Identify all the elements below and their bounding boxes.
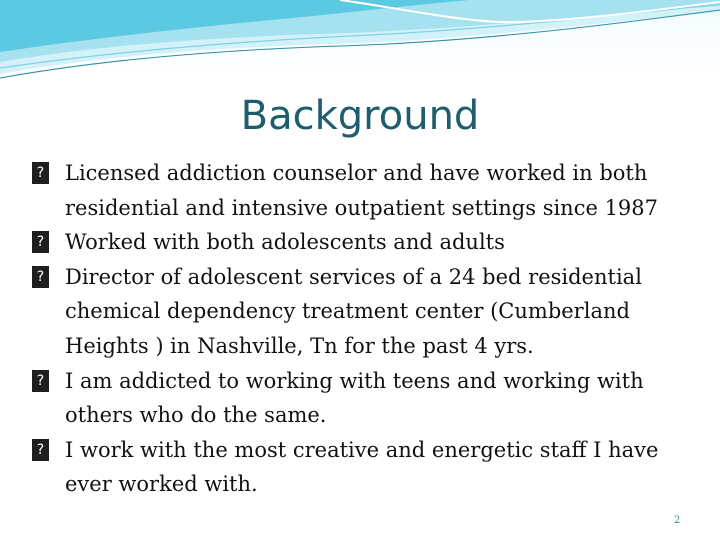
bullet-item <box>32 225 692 260</box>
bullet-marker-icon <box>32 156 65 191</box>
header-wave-decoration <box>0 0 720 90</box>
bullet-list <box>32 156 692 502</box>
bullet-text: Licensed addiction counselor and have worked in both residential and intensive outpatient settings since 1987 <box>65 161 659 220</box>
bullet-item <box>32 156 692 225</box>
bullet-marker-icon <box>32 433 65 468</box>
slide-number: 2 <box>674 515 681 526</box>
bullet-text: Director of adolescent services of a 24 bed residential chemical dependency treatment center (Cumberland Heights ) in Nashville, Tn for the past 4 yrs. <box>65 264 642 358</box>
bullet-text: I work with the most creative and energetic staff I have ever worked with. <box>65 437 659 497</box>
bullet-marker-icon <box>32 225 65 260</box>
bullet-text: I am addicted to working with teens and working with others who do the same. <box>65 368 644 428</box>
bullet-item <box>32 433 692 502</box>
slide-title: Background <box>240 93 480 139</box>
bullet-text: Worked with both adolescents and adults <box>65 230 505 255</box>
bullet-item <box>32 260 692 364</box>
bullet-item <box>32 364 692 433</box>
bullet-marker-icon <box>32 364 65 399</box>
bullet-marker-icon <box>32 260 65 295</box>
